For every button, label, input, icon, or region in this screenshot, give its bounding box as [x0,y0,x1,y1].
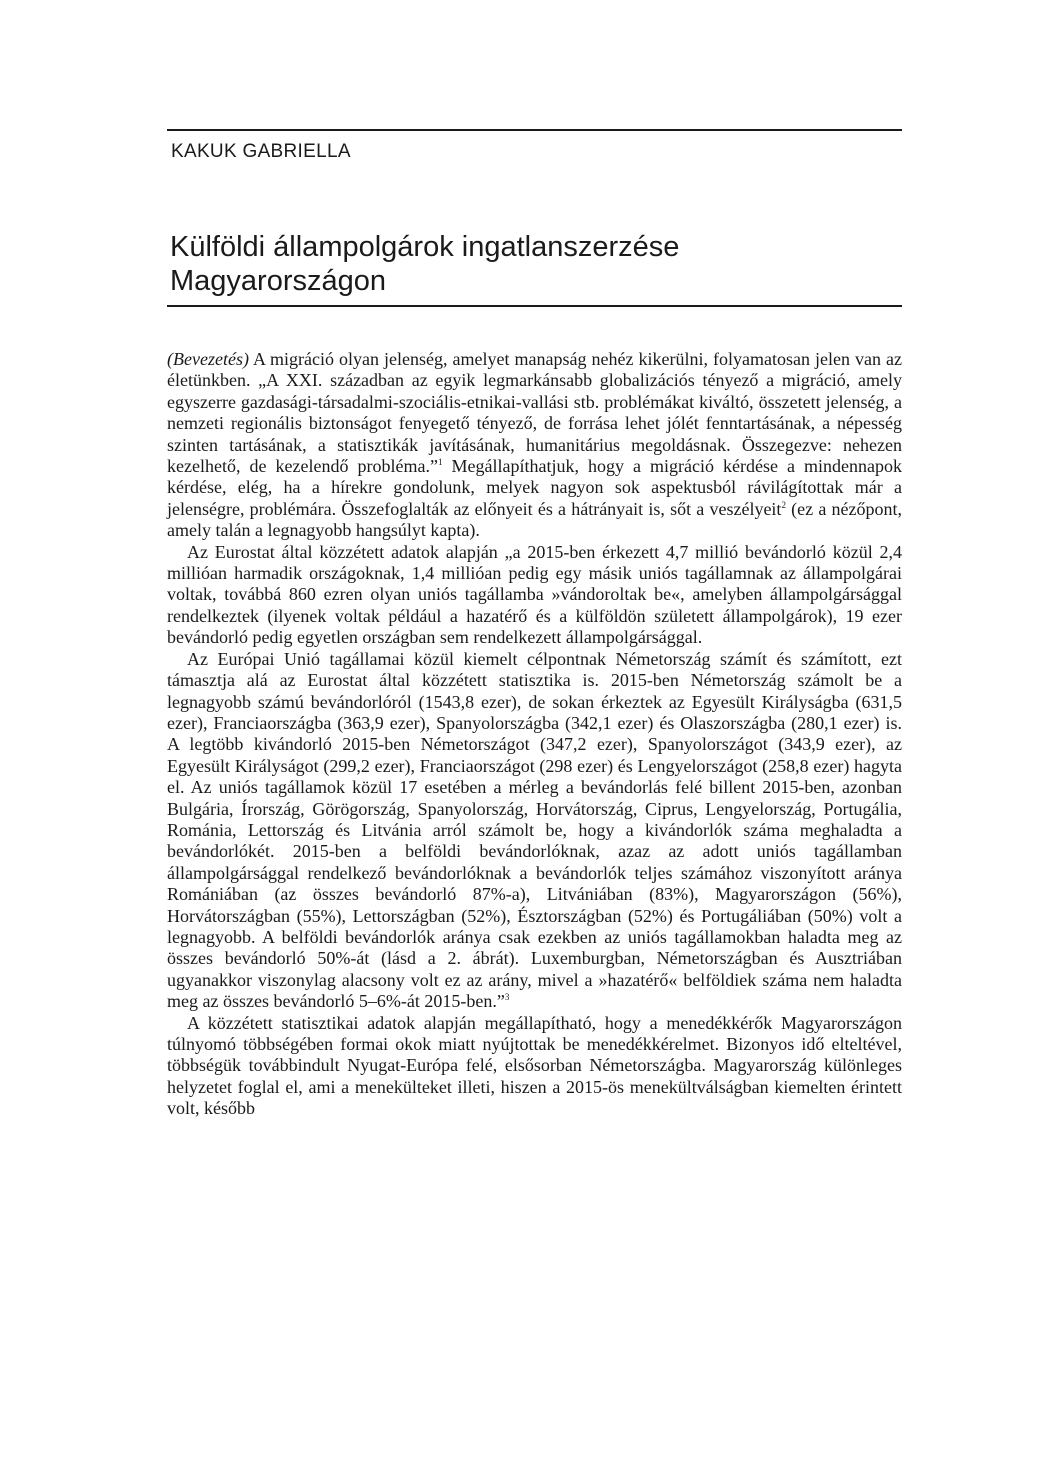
title-line-2: Magyarországon [170,265,386,297]
header-top-rule [167,129,902,131]
footnote-ref-1: 1 [437,457,443,468]
paragraph-3 [167,649,902,1013]
paragraph-1 [167,349,902,542]
section-label: (Bevezetés) [167,349,249,369]
footnote-ref-3: 3 [504,992,510,1003]
paragraph-1-text-c: (ez a nézőpont, amely talán a legnagyobb hangsúlyt kapta). [167,498,902,541]
article-title [170,230,900,298]
article-body [167,349,902,1120]
title-line-1: Külföldi állampolgárok ingatlanszerzése [170,231,680,263]
author-name: KAKUK GABRIELLA [171,141,351,162]
footnote-ref-2: 2 [781,499,786,510]
title-bottom-rule [167,305,902,307]
paragraph-1-text-a: A migráció olyan jelenség, amelyet manapság nehéz kikerülni, folyamatosan jelen van az életünkben. „A XXI. században az egyik legmarkánsabb globalizációs tényező a migráció, amely egyszerre gazdasági-társadalmi-szociális-etnikai-vallási stb. problémákat kiváltó, összetett jelenség, a nemzeti regionális biztonságot fenyegető tényező, de forrása lehet jólét fenntartásának, a népesség szinten tartásának, a statisztikák javításának, humanitárius megoldásnak. Összegezve: nehezen kezelhető, de kezelendő probléma.” [167,349,902,477]
paragraph-1-text-b: Megállapíthatjuk, hogy a migráció kérdése a mindennapok kérdése, elég, ha a hírekre gondolunk, melyek nagyon sok aspektusból rávilágítottak már a jelenségre, problémára. Összefoglalták az előnyeit és a hátrányait is, sőt a veszélyeit [167,456,902,519]
paragraph-2: Az Eurostat által közzétett adatok alapján „a 2015-ben érkezett 4,7 millió bevándorló közül 2,4 millióan harmadik országoknak, 1,4 millióan pedig egy másik uniós tagállamnak az állampolgárai voltak, továbbá 860 ezren olyan uniós tagállamba »vándoroltak be«, amelyben állampolgársággal rendelkeztek (ilyenek voltak például a hazatérő és a külföldön született állampolgárok), 19 ezer bevándorló pedig egyetlen országban sem rendelkezett állampolgársággal. [167,541,902,648]
paragraph-4: A közzétett statisztikai adatok alapján megállapítható, hogy a menedékkérők Magyarországon túlnyomó többségében formai okok miatt nyújtottak be menedékkérelmet. Bizonyos idő elteltével, többségük továbbindult Nyugat-Európa felé, elsősorban Németországba. Magyarország különleges helyzetet foglal el, ami a menekülteket illeti, hiszen a 2015-ös menekültválságban kiemelten érintett volt, később [167,1012,902,1119]
paragraph-3-text: Az Európai Unió tagállamai közül kiemelt célpontnak Németország számít és számított, ezt támasztja alá az Eurostat által közzétett statisztika is. 2015-ben Németország számolt be a legnagyobb számú bevándorlóról (1543,8 ezer), de sokan érkeztek az Egyesült Királyságba (631,5 ezer), Franciaországba (363,9 ezer), Spanyolországba (342,1 ezer) és Olaszországba (280,1 ezer) is. A legtöbb kivándorló 2015-ben Németországot (347,2 ezer), Spanyolországot (343,9 ezer), az Egyesült Királyságot (299,2 ezer), Franciaországot (298 ezer) és Lengyelországot (258,8 ezer) hagyta el. Az uniós tagállamok közül 17 esetében a mérleg a bevándorlás felé billent 2015-ben, azonban Bulgária, Írország, Görögország, Spanyolország, Horvátország, Ciprus, Lengyelország, Portugália, Románia, Lettország és Litvánia arról számolt be, hogy a kivándorlók száma meghaladta a bevándorlókét. 2015-ben a belföldi bevándorlóknak, azaz az adott uniós tagállamban állampolgársággal rendelkező bevándorlóknak a bevándorlók teljes számához viszonyított aránya Romániában (az összes bevándorló 87%-a), Litvániában (83%), Magyarországon (56%), Horvátországban (55%), Lettországban (52%), Észtországban (52%) és Portugáliában (50%) volt a legnagyobb. A belföldi bevándorlók aránya csak ezekben az uniós tagállamokban haladta meg az összes bevándorló 50%-át (lásd a 2. ábrát). Luxemburgban, Németországban és Ausztriában ugyanakkor viszonylag alacsony volt ez az arány, mivel a »hazatérő« belföldiek száma nem haladta meg az összes bevándorló 5–6%-át 2015-ben.” [167,648,902,1012]
